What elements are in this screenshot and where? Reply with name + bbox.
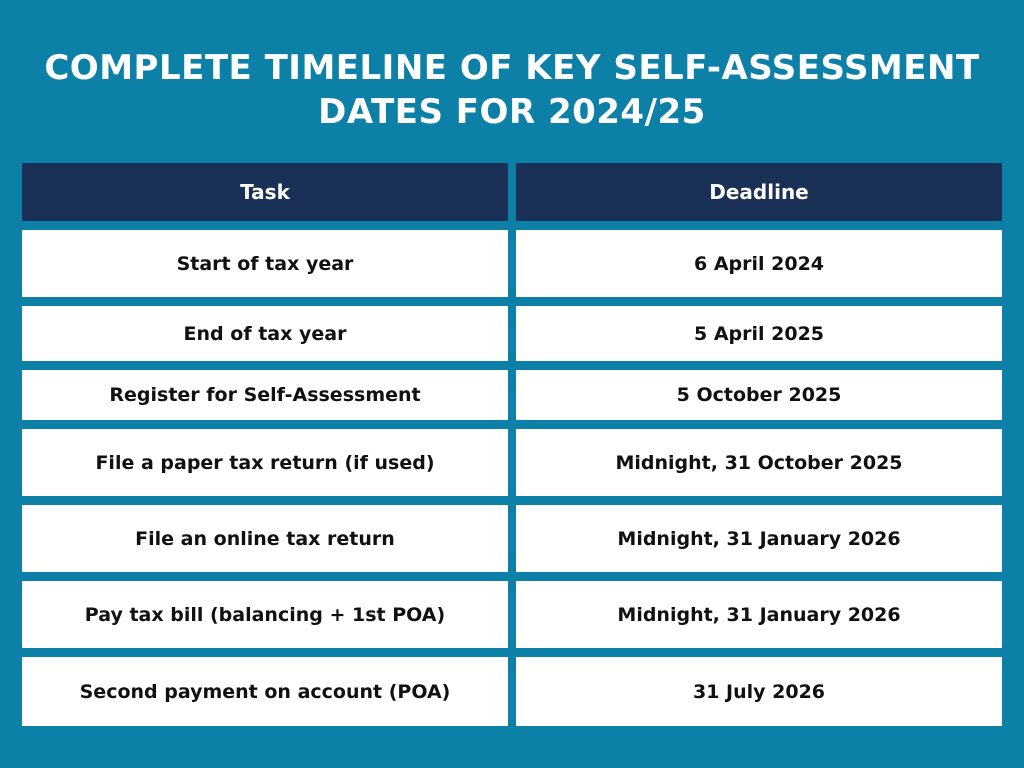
deadline-cell: 5 April 2025	[516, 306, 1002, 361]
page-title	[40, 46, 984, 134]
header-task: Task	[22, 163, 508, 221]
task-cell: Start of tax year	[22, 230, 508, 297]
header-deadline: Deadline	[516, 163, 1002, 221]
table-row	[22, 370, 1002, 420]
task-cell: File an online tax return	[22, 505, 508, 572]
deadline-cell: Midnight, 31 January 2026	[516, 581, 1002, 648]
deadline-cell: Midnight, 31 January 2026	[516, 505, 1002, 572]
title-line-1: COMPLETE TIMELINE OF KEY SELF-ASSESSMENT	[44, 48, 980, 88]
deadline-cell: 31 July 2026	[516, 657, 1002, 726]
task-cell: Register for Self-Assessment	[22, 370, 508, 420]
table-row	[22, 306, 1002, 361]
deadline-cell: 5 October 2025	[516, 370, 1002, 420]
table-header-row	[22, 163, 1002, 221]
task-cell: End of tax year	[22, 306, 508, 361]
deadline-cell: 6 April 2024	[516, 230, 1002, 297]
deadline-cell: Midnight, 31 October 2025	[516, 429, 1002, 496]
task-cell: Pay tax bill (balancing + 1st POA)	[22, 581, 508, 648]
table-row	[22, 230, 1002, 297]
title-line-2: DATES FOR 2024/25	[318, 92, 706, 132]
table-row	[22, 581, 1002, 648]
table-row	[22, 429, 1002, 496]
task-cell: File a paper tax return (if used)	[22, 429, 508, 496]
table-row	[22, 505, 1002, 572]
table-row	[22, 657, 1002, 726]
task-cell: Second payment on account (POA)	[22, 657, 508, 726]
